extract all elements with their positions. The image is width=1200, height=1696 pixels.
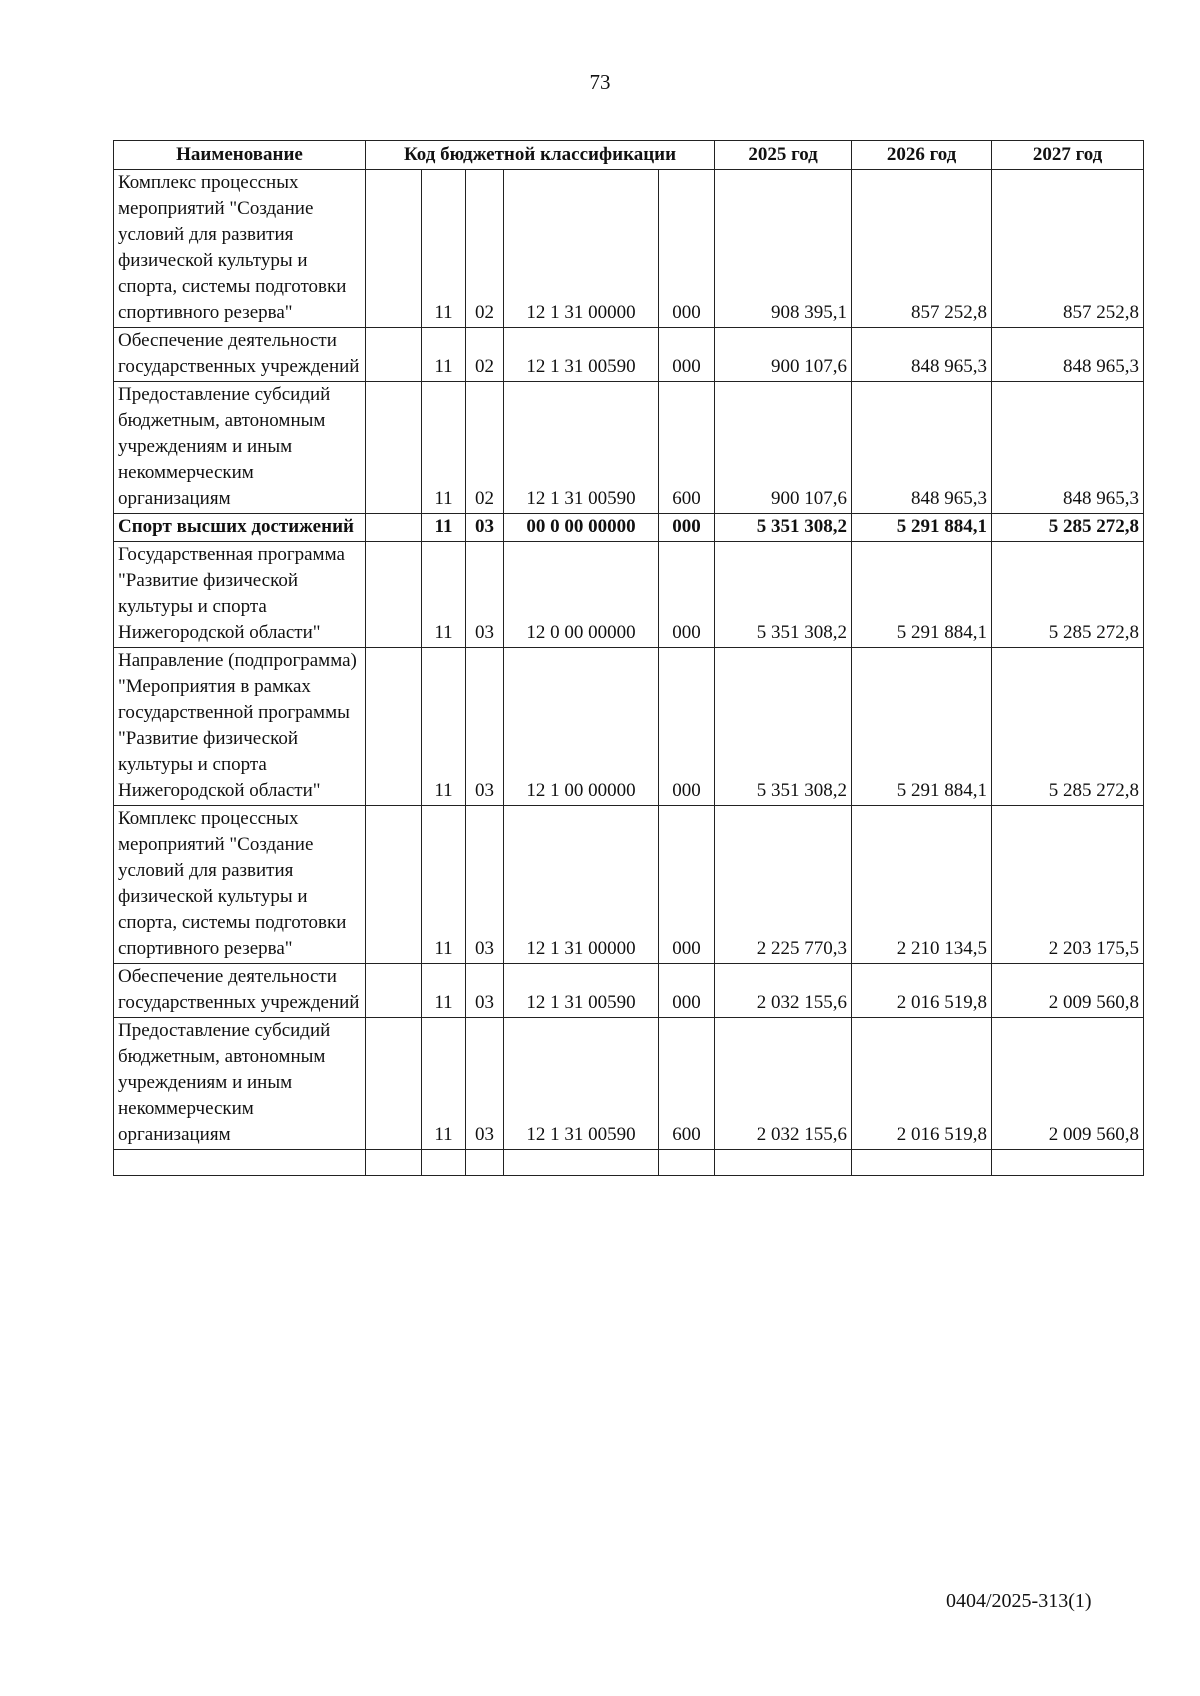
row-value-2025: 908 395,1	[715, 170, 852, 328]
row-target-article: 12 1 31 00000	[504, 170, 659, 328]
row-value-2027: 848 965,3	[992, 328, 1144, 382]
empty-cell	[852, 1150, 992, 1176]
row-expense-type: 000	[659, 806, 715, 964]
header-2026: 2026 год	[852, 141, 992, 170]
row-subsection: 03	[466, 648, 504, 806]
row-value-2027: 2 009 560,8	[992, 964, 1144, 1018]
row-subsection: 03	[466, 806, 504, 964]
row-value-2027: 2 009 560,8	[992, 1018, 1144, 1150]
row-name: Комплекс процессных мероприятий "Создание условий для развития физической культуры и спорта, системы подготовки спортивного резерва"	[114, 806, 366, 964]
table-row	[114, 1018, 1144, 1150]
row-value-2027: 5 285 272,8	[992, 542, 1144, 648]
table-row	[114, 648, 1144, 806]
table-row	[114, 170, 1144, 328]
row-target-article: 00 0 00 00000	[504, 514, 659, 542]
row-subsection: 03	[466, 542, 504, 648]
row-value-2026: 5 291 884,1	[852, 648, 992, 806]
table-row	[114, 964, 1144, 1018]
table-row	[114, 806, 1144, 964]
row-value-2025: 5 351 308,2	[715, 514, 852, 542]
row-value-2026: 2 016 519,8	[852, 1018, 992, 1150]
header-name: Наименование	[114, 141, 366, 170]
row-blank-cell	[366, 964, 422, 1018]
row-value-2027: 2 203 175,5	[992, 806, 1144, 964]
row-value-2027: 5 285 272,8	[992, 648, 1144, 806]
row-blank-cell	[366, 170, 422, 328]
row-value-2027: 848 965,3	[992, 382, 1144, 514]
header-2025: 2025 год	[715, 141, 852, 170]
row-target-article: 12 1 00 00000	[504, 648, 659, 806]
row-section: 11	[422, 382, 466, 514]
row-name: Обеспечение деятельности государственных учреждений	[114, 328, 366, 382]
table-row	[114, 382, 1144, 514]
row-value-2025: 5 351 308,2	[715, 542, 852, 648]
row-subsection: 03	[466, 514, 504, 542]
row-section: 11	[422, 542, 466, 648]
row-blank-cell	[366, 328, 422, 382]
row-section: 11	[422, 170, 466, 328]
row-target-article: 12 1 31 00000	[504, 806, 659, 964]
row-subsection: 02	[466, 328, 504, 382]
row-name: Предоставление субсидий бюджетным, автономным учреждениям и иным некоммерческим организациям	[114, 1018, 366, 1150]
empty-cell	[992, 1150, 1144, 1176]
row-blank-cell	[366, 806, 422, 964]
row-value-2025: 900 107,6	[715, 382, 852, 514]
row-value-2026: 5 291 884,1	[852, 542, 992, 648]
empty-cell	[504, 1150, 659, 1176]
row-value-2025: 2 032 155,6	[715, 1018, 852, 1150]
row-value-2026: 5 291 884,1	[852, 514, 992, 542]
row-section: 11	[422, 964, 466, 1018]
row-blank-cell	[366, 648, 422, 806]
empty-cell	[366, 1150, 422, 1176]
empty-cell	[715, 1150, 852, 1176]
row-value-2027: 5 285 272,8	[992, 514, 1144, 542]
row-value-2025: 2 225 770,3	[715, 806, 852, 964]
row-blank-cell	[366, 382, 422, 514]
row-section: 11	[422, 1018, 466, 1150]
table-row-empty	[114, 1150, 1144, 1176]
row-blank-cell	[366, 542, 422, 648]
row-expense-type: 000	[659, 542, 715, 648]
header-code: Код бюджетной классификации	[366, 141, 715, 170]
row-value-2026: 848 965,3	[852, 328, 992, 382]
row-expense-type: 000	[659, 514, 715, 542]
row-name: Государственная программа "Развитие физической культуры и спорта Нижегородской области"	[114, 542, 366, 648]
row-value-2025: 900 107,6	[715, 328, 852, 382]
row-target-article: 12 1 31 00590	[504, 382, 659, 514]
row-value-2026: 857 252,8	[852, 170, 992, 328]
row-subsection: 03	[466, 964, 504, 1018]
header-2027: 2027 год	[992, 141, 1144, 170]
row-value-2026: 848 965,3	[852, 382, 992, 514]
row-expense-type: 000	[659, 648, 715, 806]
row-value-2025: 2 032 155,6	[715, 964, 852, 1018]
row-name: Спорт высших достижений	[114, 514, 366, 542]
row-expense-type: 000	[659, 170, 715, 328]
row-subsection: 03	[466, 1018, 504, 1150]
row-name: Обеспечение деятельности государственных учреждений	[114, 964, 366, 1018]
table-header-row	[114, 141, 1144, 170]
row-target-article: 12 1 31 00590	[504, 328, 659, 382]
empty-cell	[466, 1150, 504, 1176]
row-target-article: 12 1 31 00590	[504, 1018, 659, 1150]
row-target-article: 12 0 00 00000	[504, 542, 659, 648]
row-blank-cell	[366, 1018, 422, 1150]
empty-cell	[114, 1150, 366, 1176]
row-subsection: 02	[466, 382, 504, 514]
row-value-2026: 2 016 519,8	[852, 964, 992, 1018]
table-row-section-total	[114, 514, 1144, 542]
row-value-2026: 2 210 134,5	[852, 806, 992, 964]
row-name: Предоставление субсидий бюджетным, автономным учреждениям и иным некоммерческим организациям	[114, 382, 366, 514]
row-section: 11	[422, 328, 466, 382]
empty-cell	[422, 1150, 466, 1176]
table-row	[114, 542, 1144, 648]
row-value-2027: 857 252,8	[992, 170, 1144, 328]
table-row	[114, 328, 1144, 382]
row-value-2025: 5 351 308,2	[715, 648, 852, 806]
row-expense-type: 000	[659, 964, 715, 1018]
row-blank-cell	[366, 514, 422, 542]
row-section: 11	[422, 648, 466, 806]
budget-table	[113, 140, 1144, 1176]
row-name: Комплекс процессных мероприятий "Создание условий для развития физической культуры и спорта, системы подготовки спортивного резерва"	[114, 170, 366, 328]
page-number: 73	[589, 70, 611, 94]
empty-cell	[659, 1150, 715, 1176]
row-expense-type: 600	[659, 382, 715, 514]
row-subsection: 02	[466, 170, 504, 328]
row-expense-type: 600	[659, 1018, 715, 1150]
row-expense-type: 000	[659, 328, 715, 382]
row-section: 11	[422, 514, 466, 542]
row-name: Направление (подпрограмма) "Мероприятия в рамках государственной программы "Развитие физической культуры и спорта Нижегородской области"	[114, 648, 366, 806]
row-section: 11	[422, 806, 466, 964]
row-target-article: 12 1 31 00590	[504, 964, 659, 1018]
document-code: 0404/2025-313(1)	[946, 1590, 1092, 1612]
